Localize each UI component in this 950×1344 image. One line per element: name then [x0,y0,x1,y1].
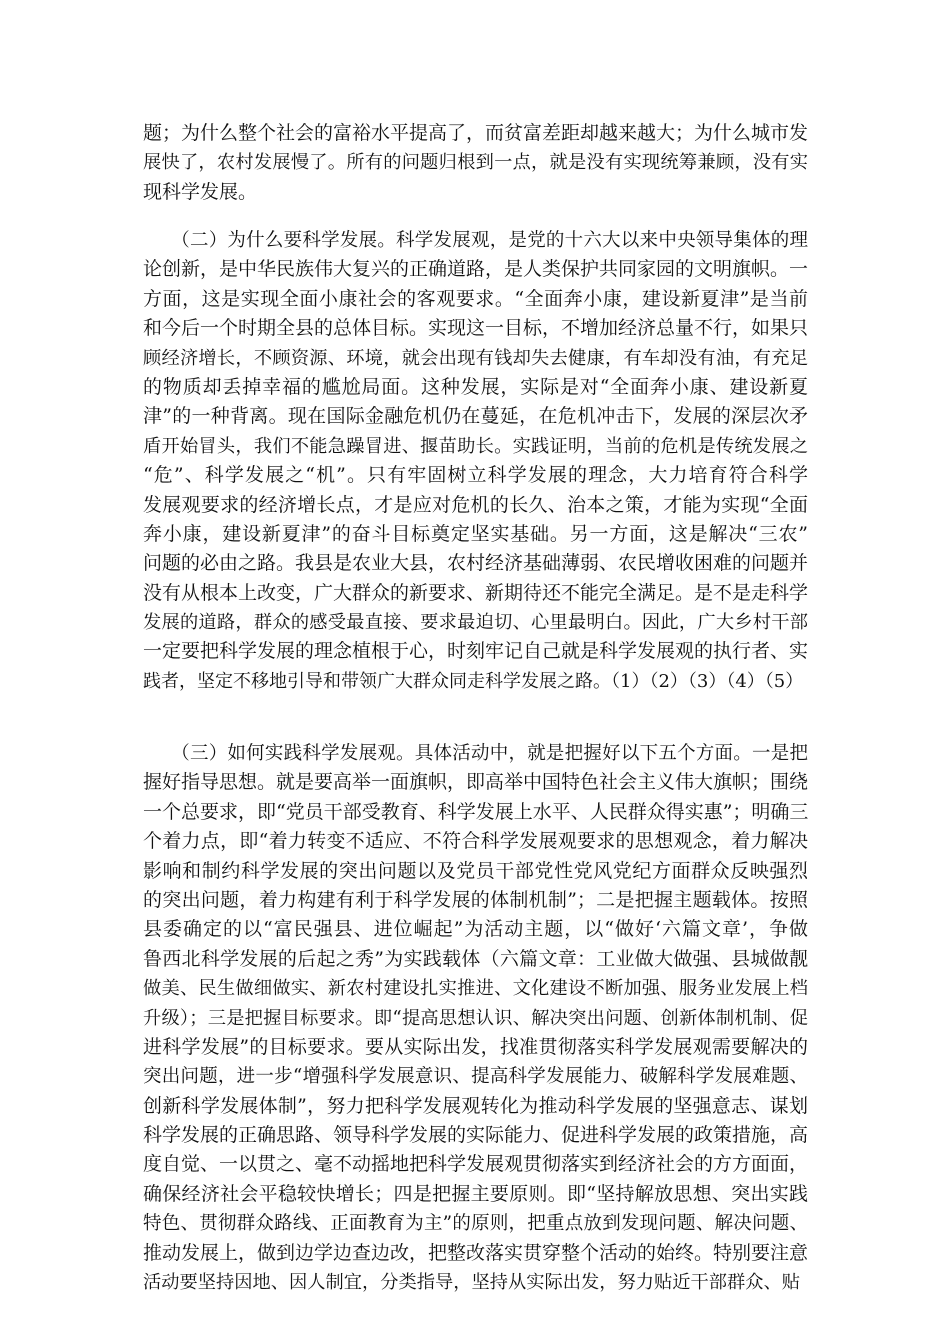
text-line: 鲁西北科学发展的后起之秀”为实践载体（六篇文章：工业做大做强、县城做靓 [143,947,808,970]
text-line: 发展的道路，群众的感受最直接、要求最迫切、心里最明白。因此，广大乡村干部 [143,612,808,634]
text-line: 展快了，农村发展慢了。所有的问题归根到一点，就是没有实现统筹兼顾，没有实 [143,152,808,174]
paragraph-why-scientific-development [143,226,808,696]
text-line: （三）如何实践科学发展观。具体活动中，就是把握好以下五个方面。一是把 [143,743,808,764]
text-line: 津”的一种背离。现在国际金融危机仍在蔓延，在危机冲击下，发展的深层次矛 [143,405,808,428]
text-line: 突出问题，进一步“增强科学发展意识、提高科学发展能力、破解科学发展难题、 [143,1066,808,1088]
text-line: 县委确定的以“富民强县、进位崛起”为活动主题，以“做好‘六篇文章’，争做 [143,918,808,941]
text-line: 盾开始冒头，我们不能急躁冒进、揠苗助长。实践证明，当前的危机是传统发展之 [143,435,808,457]
text-line: 做美、民生做细做实、新农村建设扎实推进、文化建设不断加强、服务业发展上档 [143,978,808,1000]
text-line: 论创新，是中华民族伟大复兴的正确道路，是人类保护共同家园的文明旗帜。一 [143,258,809,281]
text-line: 发展观要求的经济增长点，才是应对危机的长久、治本之策，才能为实现“全面 [143,493,808,516]
paragraph-continuation [143,119,808,207]
text-line: （二）为什么要科学发展。科学发展观，是党的十六大以来中央领导集体的理 [143,230,808,251]
text-line: “危”、科学发展之“机”。只有牢固树立科学发展的理念，大力培育符合科学 [143,464,808,487]
text-line: 的突出问题，着力构建有利于科学发展的体制机制”；二是把握主题载体。按照 [143,888,808,911]
text-line: 一定要把科学发展的理念植根于心，时刻牢记自己就是科学发展观的执行者、实 [143,640,809,663]
text-line: 和今后一个时期全县的总体目标。实现这一目标，不增加经济总量不行，如果只 [143,317,809,340]
text-line: 活动要坚持因地、因人制宜，分类指导，坚持从实际出发，努力贴近干部群众、贴 [143,1272,800,1294]
text-line: 特色、贯彻群众路线、正面教育为主”的原则，把重点放到发现问题、解决问题、 [143,1213,808,1235]
text-line: 创新科学发展体制”，努力把科学发展观转化为推动科学发展的坚强意志、谋划 [143,1094,808,1117]
text-line: 现科学发展。 [143,180,258,203]
text-line: 影响和制约科学发展的突出问题以及党员干部党性党风党纪方面群众反映强烈 [143,859,808,882]
text-line: 确保经济社会平稳较快增长；四是把握主要原则。即“坚持解放思想、突出实践 [143,1182,808,1205]
text-line: 科学发展的正确思路、领导科学发展的实际能力、促进科学发展的政策措施，高 [143,1124,809,1147]
text-line: 个着力点，即“着力转变不适应、不符合科学发展观要求的思想观念，着力解决 [143,830,808,853]
text-line: 度自觉、一以贯之、毫不动摇地把科学发展观贯彻落实到经济社会的方方面面， [143,1153,809,1176]
text-line: 升级）；三是把握目标要求。即“提高思想认识、解决突出问题、创新体制机制、促 [143,1007,808,1029]
text-line: 推动发展上，做到边学边查边改，把整改落实贯穿整个活动的始终。特别要注意 [143,1241,809,1264]
text-line: 践者，坚定不移地引导和带领广大群众同走科学发展之路。（1）（2）（3）（4）（5） [143,670,804,692]
text-line: 一个总要求，即“党员干部受教育、科学发展上水平、人民群众得实惠”；明确三 [143,800,809,823]
text-line: 问题的必由之路。我县是农业大县，农村经济基础薄弱、农民增收困难的问题并 [143,552,809,575]
text-line: 没有从根本上改变，广大群众的新要求、新期待还不能完全满足。是不是走科学 [143,581,809,604]
text-line: 的物质却丢掉幸福的尴尬局面。这种发展，实际是对“全面奔小康、建设新夏 [143,375,808,398]
text-line: 方面，这是实现全面小康社会的客观要求。“全面奔小康，建设新夏津”是当前 [143,287,808,310]
text-line: 题；为什么整个社会的富裕水平提高了，而贫富差距却越来越大；为什么城市发 [143,122,809,144]
text-line: 顾经济增长，不顾资源、环境，就会出现有钱却失去健康，有车却没有油，有充足 [143,347,808,369]
text-line: 奔小康，建设新夏津”的奋斗目标奠定坚实基础。另一方面，这是解决“三农” [143,522,808,545]
text-line: 握好指导思想。就是要高举一面旗帜，即高举中国特色社会主义伟大旗帜；围绕 [143,771,809,794]
text-line: 进科学发展”的目标要求。要从实际出发，找准贯彻落实科学发展观需要解决的 [143,1035,808,1058]
paragraph-how-to-practice [143,739,808,1297]
